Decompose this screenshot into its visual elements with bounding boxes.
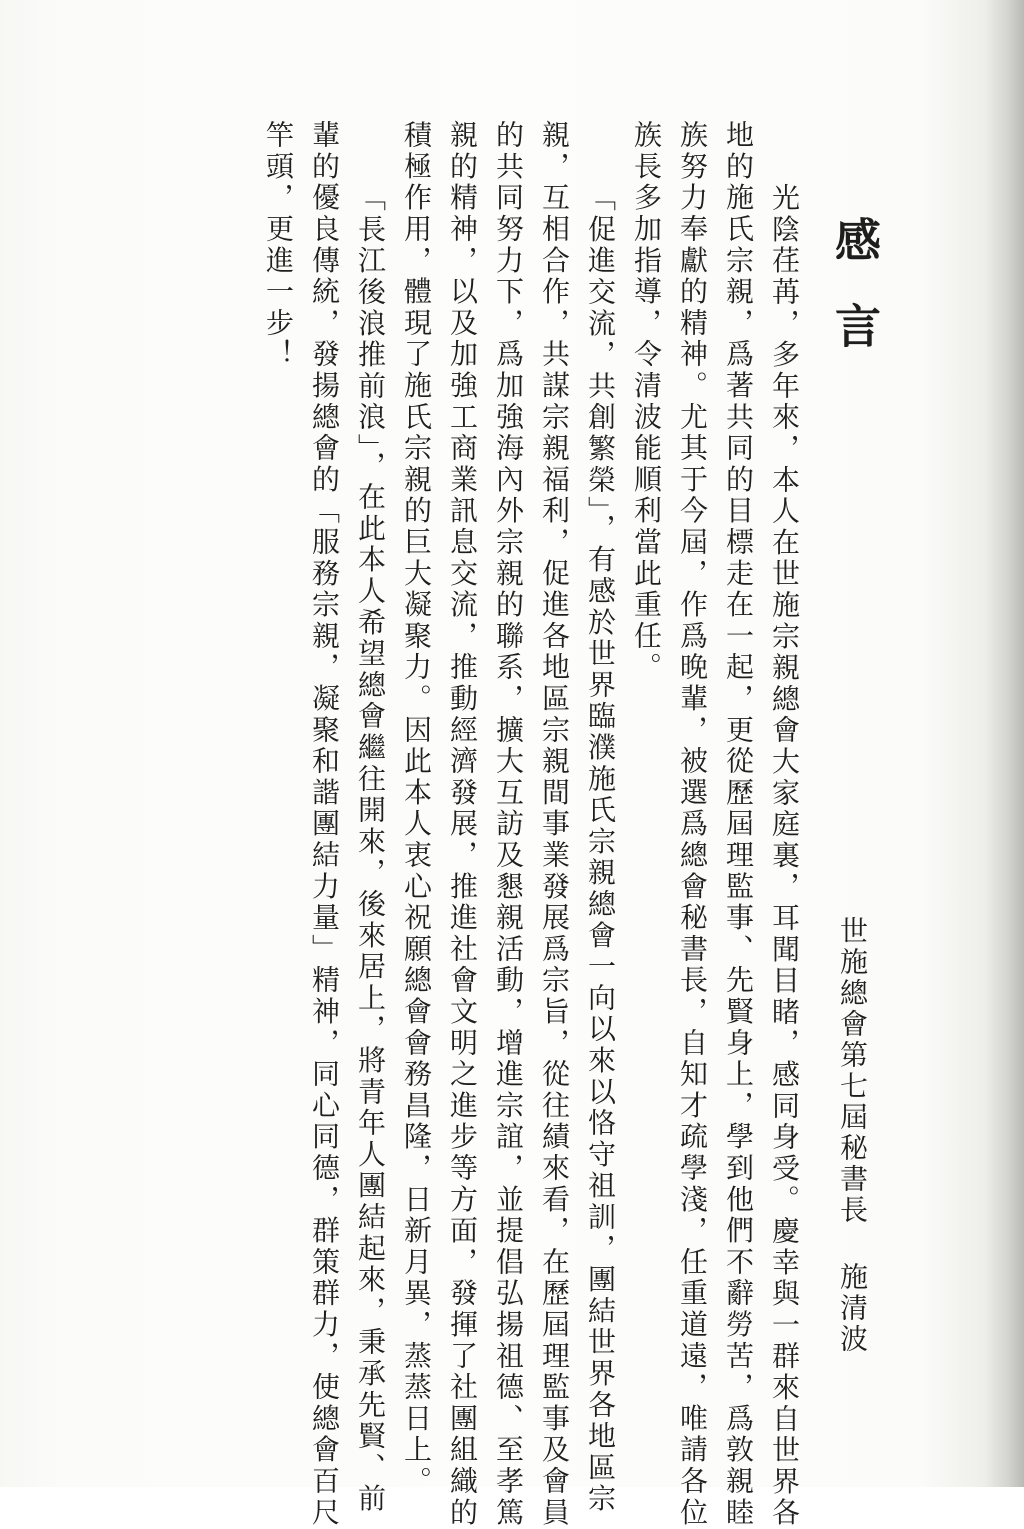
body-line-12: 竿頭，更進一步！ xyxy=(262,120,295,371)
body-line-11: 輩的優良傳統，發揚總會的「服務宗親，凝聚和諧團結力量」精神，同心同德，群策群力，使總會百尺 xyxy=(308,120,341,1529)
body-line-10: 「長江後浪推前浪」，在此本人希望總會繼往開來，後來居上，將青年人團結起來，秉承先賢、前 xyxy=(354,183,387,1515)
body-line-2: 地的施氏宗親，爲著共同的目標走在一起，更從歷屆理監事、先賢身上，學到他們不辭勞苦，爲敦親睦 xyxy=(722,120,755,1529)
author-signature xyxy=(836,916,868,1355)
body-line-5: 「促進交流，共創繁榮」，有感於世界臨濮施氏宗親總會一向以來以恪守祖訓，團結世界各地區宗 xyxy=(584,183,617,1515)
body-line-9: 積極作用，體現了施氏宗親的巨大凝聚力。因此本人衷心祝願總會會務昌隆，日新月異，蒸蒸日上。 xyxy=(400,120,433,1498)
body-line-7: 的共同努力下，爲加強海內外宗親的聯系，擴大互訪及懇親活動，增進宗誼，並提倡弘揚祖德、至孝篤 xyxy=(492,120,525,1529)
body-line-3: 族努力奉獻的精神。尤其于今屆，作爲晚輩，被選爲總會秘書長，自知才疏學淺，任重道遠，唯請各位 xyxy=(676,120,709,1529)
author-position: 世施總會第七屆秘書長 xyxy=(836,916,869,1226)
body-line-1: 光陰荏苒，多年來，本人在世施宗親總會大家庭裏，耳聞目睹，感同身受。慶幸與一群來自世界各 xyxy=(768,183,801,1529)
author-name: 施清波 xyxy=(836,1262,869,1355)
body-line-4: 族長多加指導，令清波能順利當此重任。 xyxy=(630,120,663,684)
page-title: 感言 xyxy=(828,216,882,388)
body-line-8: 親的精神，以及加強工商業訊息交流，推動經濟發展，推進社會文明之進步等方面，發揮了社團組織的 xyxy=(446,120,479,1529)
body-line-6: 親，互相合作，共謀宗親福利，促進各地區宗親間事業發展爲宗旨，從往績來看，在歷屆理監事及會員 xyxy=(538,120,571,1529)
page-binding-shadow xyxy=(984,0,1024,1487)
